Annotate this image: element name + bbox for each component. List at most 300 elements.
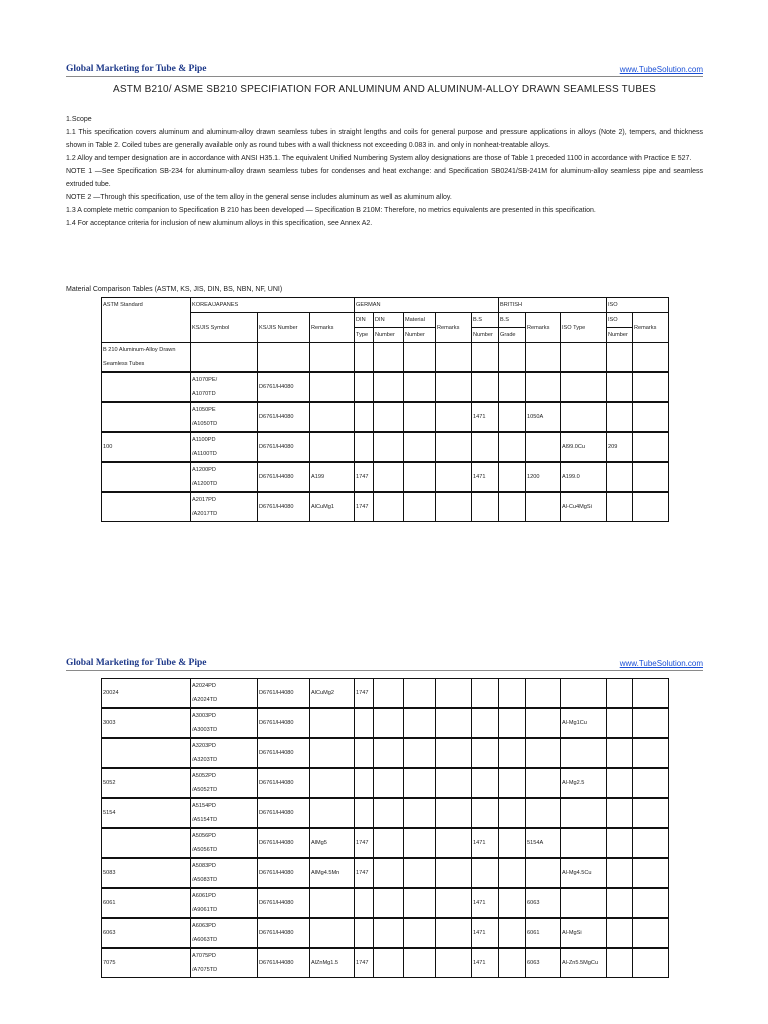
din-number-cell — [374, 948, 404, 978]
table-row — [102, 948, 669, 978]
british-remarks-cell — [526, 768, 561, 798]
iso-type-cell: Al-Cu4MgSi — [561, 492, 607, 522]
scope-section — [66, 113, 703, 230]
ksjis-number-cell: D6761/H4080 — [258, 492, 310, 522]
bs-grade-cell — [499, 798, 526, 828]
ksjis-symbol-line-1: A1100PD — [192, 437, 216, 443]
bs-number-cell — [472, 432, 499, 462]
bs-grade-cell — [499, 432, 526, 462]
korea-remarks-cell — [310, 798, 355, 828]
ksjis-symbol-cell — [191, 462, 258, 492]
ksjis-number-cell: D6761/H4080 — [258, 948, 310, 978]
din-type-cell — [355, 888, 374, 918]
material-number-cell — [404, 372, 436, 402]
iso-remarks-cell — [633, 738, 669, 768]
iso-type-cell: A199.0 — [561, 462, 607, 492]
ksjis-symbol-line-2: A1070TD — [192, 391, 216, 397]
german-remarks-cell — [436, 432, 472, 462]
korea-japan-group-header: KOREA/JAPANES — [191, 298, 355, 313]
german-remarks-cell — [436, 738, 472, 768]
material-comparison-table-continued — [101, 678, 669, 978]
iso-number-cell — [607, 402, 633, 432]
bs-number-cell — [472, 372, 499, 402]
ksjis-symbol-line-2: /A3203TD — [192, 757, 218, 763]
din-type-cell: 1747 — [355, 858, 374, 888]
german-remarks-cell — [436, 492, 472, 522]
din-number-header-line2: Number — [374, 328, 404, 343]
bs-grade-header: B.S — [499, 313, 526, 328]
material-comparison-table — [101, 297, 669, 522]
astm-standard-cell: 5083 — [102, 858, 191, 888]
bs-number-cell — [472, 798, 499, 828]
british-remarks-cell — [526, 343, 561, 373]
ksjis-symbol-line-2: /A7075TD — [192, 967, 218, 973]
din-number-cell — [374, 768, 404, 798]
iso-type-cell: Al99.0Cu — [561, 432, 607, 462]
ksjis-symbol-line-2: /A2017TD — [192, 511, 218, 517]
material-number-cell — [404, 343, 436, 373]
bs-number-cell: 1471 — [472, 828, 499, 858]
bs-grade-cell — [499, 858, 526, 888]
iso-type-cell — [561, 738, 607, 768]
bs-number-header: B.S — [472, 313, 499, 328]
scope-note-2: NOTE 2 —Through this specification, use of the tem alloy in the general sense includes aluminum as well as aluminum alloy. — [66, 194, 452, 201]
bs-grade-cell — [499, 768, 526, 798]
iso-number-cell — [607, 858, 633, 888]
bs-number-cell: 1471 — [472, 948, 499, 978]
page-header — [66, 62, 703, 77]
ksjis-symbol-cell — [191, 679, 258, 709]
scope-paragraph-1-1: 1.1 This specification covers aluminum and aluminum-alloy drawn seamless tubes in straight lengths and coils for general purpose and pressure applications in alloys (Note 2), tempers, and thickness shown in Table 2. Coiled tubes are generally available only as round tubes with a wall thickness not exceeding 0.083 in. and only in nonheat-treatable alloys. — [66, 129, 703, 149]
iso-remarks-cell — [633, 858, 669, 888]
iso-remarks-cell — [633, 708, 669, 738]
british-remarks-cell: 1200 — [526, 462, 561, 492]
iso-type-header: ISO Type — [561, 313, 607, 343]
iso-number-cell — [607, 738, 633, 768]
korea-remarks-header: Remarks — [310, 313, 355, 343]
din-type-cell — [355, 768, 374, 798]
bs-grade-header-line2: Grade — [499, 328, 526, 343]
ksjis-symbol-header: KS/JIS Symbol — [191, 313, 258, 343]
bs-grade-cell — [499, 738, 526, 768]
iso-number-cell — [607, 768, 633, 798]
korea-remarks-cell — [310, 708, 355, 738]
german-remarks-cell — [436, 708, 472, 738]
ksjis-symbol-cell — [191, 798, 258, 828]
iso-remarks-cell — [633, 432, 669, 462]
table-row — [102, 828, 669, 858]
iso-remarks-cell — [633, 492, 669, 522]
korea-remarks-cell — [310, 888, 355, 918]
scope-note-1: NOTE 1 —See Specification SB-234 for aluminum-alloy drawn seamless tubes for condenses and heat exchange: and Specification SB0241/SB-241M for aluminum-alloy seamless pipe and seamless extruded tube. — [66, 168, 703, 188]
material-number-cell — [404, 828, 436, 858]
british-remarks-cell — [526, 738, 561, 768]
iso-number-cell: 209 — [607, 432, 633, 462]
ksjis-symbol-cell — [191, 372, 258, 402]
ksjis-symbol-cell — [191, 918, 258, 948]
german-remarks-cell — [436, 462, 472, 492]
iso-number-cell — [607, 798, 633, 828]
scope-paragraph-1-2: 1.2 Alloy and temper designation are in accordance with ANSI H35.1. The equivalent Unified Numbering System alloy designations are those of Table 1 preceded 1100 in accordance with Practice E 527. — [66, 155, 692, 162]
table-group-header-row — [102, 298, 669, 313]
din-number-cell — [374, 798, 404, 828]
din-number-cell — [374, 492, 404, 522]
ksjis-symbol-line-2: /A5056TD — [192, 847, 218, 853]
ksjis-number-cell — [258, 343, 310, 373]
ksjis-number-cell: D6761/H4080 — [258, 918, 310, 948]
header-company-name: Global Marketing for Tube & Pipe — [66, 658, 207, 668]
bs-number-cell — [472, 679, 499, 709]
ksjis-symbol-line-1: A2024PD — [192, 683, 216, 689]
din-type-cell — [355, 708, 374, 738]
table-row — [102, 768, 669, 798]
ksjis-symbol-line-2: /A2024TD — [192, 697, 218, 703]
korea-remarks-cell — [310, 402, 355, 432]
table-row — [102, 679, 669, 709]
iso-remarks-cell — [633, 768, 669, 798]
bs-number-cell: 1471 — [472, 918, 499, 948]
material-number-cell — [404, 679, 436, 709]
table-row — [102, 343, 669, 373]
ksjis-symbol-cell — [191, 858, 258, 888]
ksjis-symbol-cell — [191, 343, 258, 373]
german-remarks-cell — [436, 679, 472, 709]
table-row — [102, 492, 669, 522]
bs-grade-cell — [499, 462, 526, 492]
ksjis-symbol-line-2: /A9061TD — [192, 907, 218, 913]
british-remarks-cell: 6063 — [526, 888, 561, 918]
german-remarks-cell — [436, 858, 472, 888]
ksjis-symbol-line-1: A5154PD — [192, 803, 216, 809]
table-row — [102, 708, 669, 738]
material-number-header: Material — [404, 313, 436, 328]
din-number-cell — [374, 828, 404, 858]
british-remarks-cell — [526, 492, 561, 522]
astm-standard-cell — [102, 462, 191, 492]
ksjis-number-cell: D6761/H4080 — [258, 402, 310, 432]
german-remarks-cell — [436, 372, 472, 402]
ksjis-number-cell: D6761/H4080 — [258, 432, 310, 462]
ksjis-number-cell: D6761/H4080 — [258, 828, 310, 858]
iso-number-cell — [607, 679, 633, 709]
bs-number-cell: 1471 — [472, 402, 499, 432]
astm-standard-header: ASTM Standard — [102, 298, 191, 343]
ksjis-symbol-line-1: A5052PD — [192, 773, 216, 779]
iso-number-cell — [607, 828, 633, 858]
iso-number-cell — [607, 708, 633, 738]
bs-grade-cell — [499, 372, 526, 402]
ksjis-symbol-line-1: A1200PD — [192, 467, 216, 473]
german-remarks-cell — [436, 402, 472, 432]
ksjis-symbol-line-2: /A1200TD — [192, 481, 218, 487]
ksjis-symbol-line-1: A6063PD — [192, 923, 216, 929]
ksjis-symbol-cell — [191, 888, 258, 918]
scope-paragraph-1-3: 1.3 A complete metric companion to Specification B 210 has been developed — Specification B 210M: Therefore, no metrics equivalents are presented in this specification. — [66, 207, 596, 214]
iso-type-cell — [561, 798, 607, 828]
korea-remarks-cell: AlCuMg1 — [310, 492, 355, 522]
ksjis-symbol-line-1: A3203PD — [192, 743, 216, 749]
bs-grade-cell — [499, 343, 526, 373]
german-remarks-cell — [436, 948, 472, 978]
iso-type-cell — [561, 679, 607, 709]
material-number-cell — [404, 798, 436, 828]
bs-number-cell — [472, 858, 499, 888]
ksjis-symbol-line-2: /A1100TD — [192, 451, 217, 457]
korea-remarks-cell — [310, 738, 355, 768]
ksjis-symbol-line-1: A5083PD — [192, 863, 216, 869]
din-number-cell — [374, 462, 404, 492]
iso-number-cell — [607, 372, 633, 402]
din-type-cell: 1747 — [355, 462, 374, 492]
din-number-cell — [374, 858, 404, 888]
ksjis-symbol-line-1: A2017PD — [192, 497, 216, 503]
iso-remarks-cell — [633, 948, 669, 978]
astm-standard-cell: B 210 Aluminum-Alloy Drawn Seamless Tubes — [102, 343, 191, 373]
ksjis-symbol-cell — [191, 492, 258, 522]
british-remarks-cell — [526, 372, 561, 402]
ksjis-symbol-cell — [191, 768, 258, 798]
german-remarks-cell — [436, 828, 472, 858]
bs-number-cell — [472, 343, 499, 373]
bs-grade-cell — [499, 828, 526, 858]
din-type-header: DIN — [355, 313, 374, 328]
din-type-cell — [355, 343, 374, 373]
header-company-name: Global Marketing for Tube & Pipe — [66, 64, 207, 74]
iso-remarks-header: Remarks — [633, 313, 669, 343]
iso-number-cell — [607, 948, 633, 978]
scope-heading: 1.Scope — [66, 116, 92, 123]
material-number-cell — [404, 492, 436, 522]
table-caption: Material Comparison Tables (ASTM, KS, JIS, DIN, BS, NBN, NF, UNI) — [66, 286, 283, 293]
british-remarks-cell — [526, 858, 561, 888]
bs-grade-cell — [499, 708, 526, 738]
bs-number-cell — [472, 738, 499, 768]
bs-grade-cell — [499, 402, 526, 432]
astm-standard-cell: 5154 — [102, 798, 191, 828]
astm-standard-cell: 6061 — [102, 888, 191, 918]
ksjis-number-cell: D6761/H4080 — [258, 798, 310, 828]
din-number-cell — [374, 679, 404, 709]
iso-number-cell — [607, 918, 633, 948]
ksjis-number-cell: D6761/H4080 — [258, 888, 310, 918]
din-number-cell — [374, 343, 404, 373]
iso-remarks-cell — [633, 372, 669, 402]
ksjis-symbol-line-1: A1050PE — [192, 407, 216, 413]
ksjis-number-cell: D6761/H4080 — [258, 768, 310, 798]
bs-number-cell — [472, 768, 499, 798]
iso-type-cell — [561, 888, 607, 918]
din-type-cell: 1747 — [355, 492, 374, 522]
ksjis-number-cell: D6761/H4080 — [258, 858, 310, 888]
astm-standard-cell: 100 — [102, 432, 191, 462]
din-type-cell: 1747 — [355, 679, 374, 709]
german-group-header: GERMAN — [355, 298, 499, 313]
ksjis-number-cell: D6761/H4080 — [258, 738, 310, 768]
din-type-cell — [355, 402, 374, 432]
korea-remarks-cell — [310, 432, 355, 462]
din-number-cell — [374, 372, 404, 402]
bs-grade-cell — [499, 492, 526, 522]
bs-grade-cell — [499, 679, 526, 709]
din-number-cell — [374, 918, 404, 948]
korea-remarks-cell — [310, 372, 355, 402]
german-remarks-header: Remarks — [436, 313, 472, 343]
german-remarks-cell — [436, 798, 472, 828]
material-number-cell — [404, 738, 436, 768]
korea-remarks-cell: AlCuMg2 — [310, 679, 355, 709]
iso-type-cell — [561, 828, 607, 858]
astm-standard-cell — [102, 492, 191, 522]
material-number-cell — [404, 918, 436, 948]
iso-remarks-cell — [633, 828, 669, 858]
header-website-link[interactable]: www.TubeSolution.com — [619, 659, 703, 668]
korea-remarks-cell: AlMg4.5Mn — [310, 858, 355, 888]
astm-standard-cell — [102, 828, 191, 858]
din-type-cell: 1747 — [355, 828, 374, 858]
british-remarks-header: Remarks — [526, 313, 561, 343]
table-row — [102, 798, 669, 828]
korea-remarks-cell — [310, 343, 355, 373]
german-remarks-cell — [436, 918, 472, 948]
ksjis-symbol-line-2: /A5154TD — [192, 817, 218, 823]
korea-remarks-cell: A199 — [310, 462, 355, 492]
ksjis-number-header: KS/JIS Number — [258, 313, 310, 343]
ksjis-symbol-line-1: A3003PD — [192, 713, 216, 719]
ksjis-symbol-line-2: /A3003TD — [192, 727, 218, 733]
table-row — [102, 432, 669, 462]
iso-type-cell: Al-MgSi — [561, 918, 607, 948]
astm-standard-cell — [102, 372, 191, 402]
ksjis-number-cell: D6761/H4080 — [258, 462, 310, 492]
british-remarks-cell — [526, 679, 561, 709]
ksjis-symbol-line-1: A7075PD — [192, 953, 216, 959]
astm-standard-cell — [102, 738, 191, 768]
bs-number-cell — [472, 492, 499, 522]
iso-type-cell — [561, 402, 607, 432]
table-row — [102, 858, 669, 888]
iso-remarks-cell — [633, 798, 669, 828]
material-number-cell — [404, 948, 436, 978]
astm-standard-cell: 7075 — [102, 948, 191, 978]
table-row — [102, 918, 669, 948]
header-website-link[interactable]: www.TubeSolution.com — [619, 65, 703, 74]
din-type-cell: 1747 — [355, 948, 374, 978]
iso-remarks-cell — [633, 888, 669, 918]
table-row — [102, 462, 669, 492]
british-remarks-cell — [526, 798, 561, 828]
din-number-cell — [374, 708, 404, 738]
british-remarks-cell — [526, 708, 561, 738]
page-header-2 — [66, 656, 703, 671]
iso-number-cell — [607, 888, 633, 918]
british-remarks-cell: 1050A — [526, 402, 561, 432]
british-group-header: BRITISH — [499, 298, 607, 313]
din-type-cell — [355, 918, 374, 948]
document-title: ASTM B210/ ASME SB210 SPECIFIATION FOR ANLUMINUM AND ALUMINUM-ALLOY DRAWN SEAMLESS TUBES — [113, 84, 656, 95]
material-number-cell — [404, 768, 436, 798]
din-number-cell — [374, 402, 404, 432]
astm-standard-cell: 5052 — [102, 768, 191, 798]
iso-group-header: ISO — [607, 298, 669, 313]
ksjis-symbol-cell — [191, 948, 258, 978]
iso-number-cell — [607, 492, 633, 522]
din-number-cell — [374, 738, 404, 768]
ksjis-number-cell: D6761/H4080 — [258, 372, 310, 402]
table-row — [102, 888, 669, 918]
ksjis-symbol-line-2: /A5083TD — [192, 877, 218, 883]
iso-remarks-cell — [633, 343, 669, 373]
british-remarks-cell: 5154A — [526, 828, 561, 858]
british-remarks-cell: 6061 — [526, 918, 561, 948]
din-type-cell — [355, 372, 374, 402]
din-type-header-line2: Type — [355, 328, 374, 343]
iso-type-cell — [561, 372, 607, 402]
iso-remarks-cell — [633, 679, 669, 709]
ksjis-symbol-line-2: /A1050TD — [192, 421, 218, 427]
ksjis-symbol-line-2: /A5052TD — [192, 787, 218, 793]
korea-remarks-cell: AlMg5 — [310, 828, 355, 858]
iso-number-cell — [607, 462, 633, 492]
bs-number-header-line2: Number — [472, 328, 499, 343]
ksjis-symbol-line-1: A6061PD — [192, 893, 216, 899]
astm-standard-cell — [102, 402, 191, 432]
din-number-header: DIN — [374, 313, 404, 328]
korea-remarks-cell: AlZnMg1.5 — [310, 948, 355, 978]
material-number-cell — [404, 402, 436, 432]
german-remarks-cell — [436, 768, 472, 798]
bs-number-cell — [472, 708, 499, 738]
din-type-cell — [355, 738, 374, 768]
table-row — [102, 372, 669, 402]
korea-remarks-cell — [310, 918, 355, 948]
astm-standard-cell: 20024 — [102, 679, 191, 709]
german-remarks-cell — [436, 888, 472, 918]
bs-grade-cell — [499, 918, 526, 948]
ksjis-symbol-line-2: /A6063TD — [192, 937, 218, 943]
british-remarks-cell: 6063 — [526, 948, 561, 978]
bs-grade-cell — [499, 888, 526, 918]
german-remarks-cell — [436, 343, 472, 373]
bs-grade-cell — [499, 948, 526, 978]
ksjis-symbol-cell — [191, 738, 258, 768]
ksjis-symbol-cell — [191, 828, 258, 858]
bs-number-cell: 1471 — [472, 462, 499, 492]
material-number-cell — [404, 888, 436, 918]
table-row — [102, 402, 669, 432]
iso-type-cell: Al-Zn5.5MgCu — [561, 948, 607, 978]
ksjis-symbol-cell — [191, 708, 258, 738]
iso-remarks-cell — [633, 402, 669, 432]
iso-type-cell: Al-Mg4.5Cu — [561, 858, 607, 888]
iso-number-header-line2: Number — [607, 328, 633, 343]
korea-remarks-cell — [310, 768, 355, 798]
ksjis-symbol-cell — [191, 432, 258, 462]
material-number-header-line2: Number — [404, 328, 436, 343]
astm-standard-cell: 3003 — [102, 708, 191, 738]
british-remarks-cell — [526, 432, 561, 462]
din-type-cell — [355, 432, 374, 462]
iso-number-cell — [607, 343, 633, 373]
ksjis-symbol-cell — [191, 402, 258, 432]
ksjis-number-cell: D6761/H4080 — [258, 708, 310, 738]
ksjis-symbol-line-1: A1070PE/ — [192, 377, 218, 383]
iso-type-cell — [561, 343, 607, 373]
iso-remarks-cell — [633, 918, 669, 948]
material-number-cell — [404, 708, 436, 738]
iso-type-cell: Al-Mg1Cu — [561, 708, 607, 738]
astm-standard-cell: 6063 — [102, 918, 191, 948]
scope-paragraph-1-4: 1.4 For acceptance criteria for inclusion of new aluminum alloys in this specification, see Annex A2. — [66, 220, 373, 227]
